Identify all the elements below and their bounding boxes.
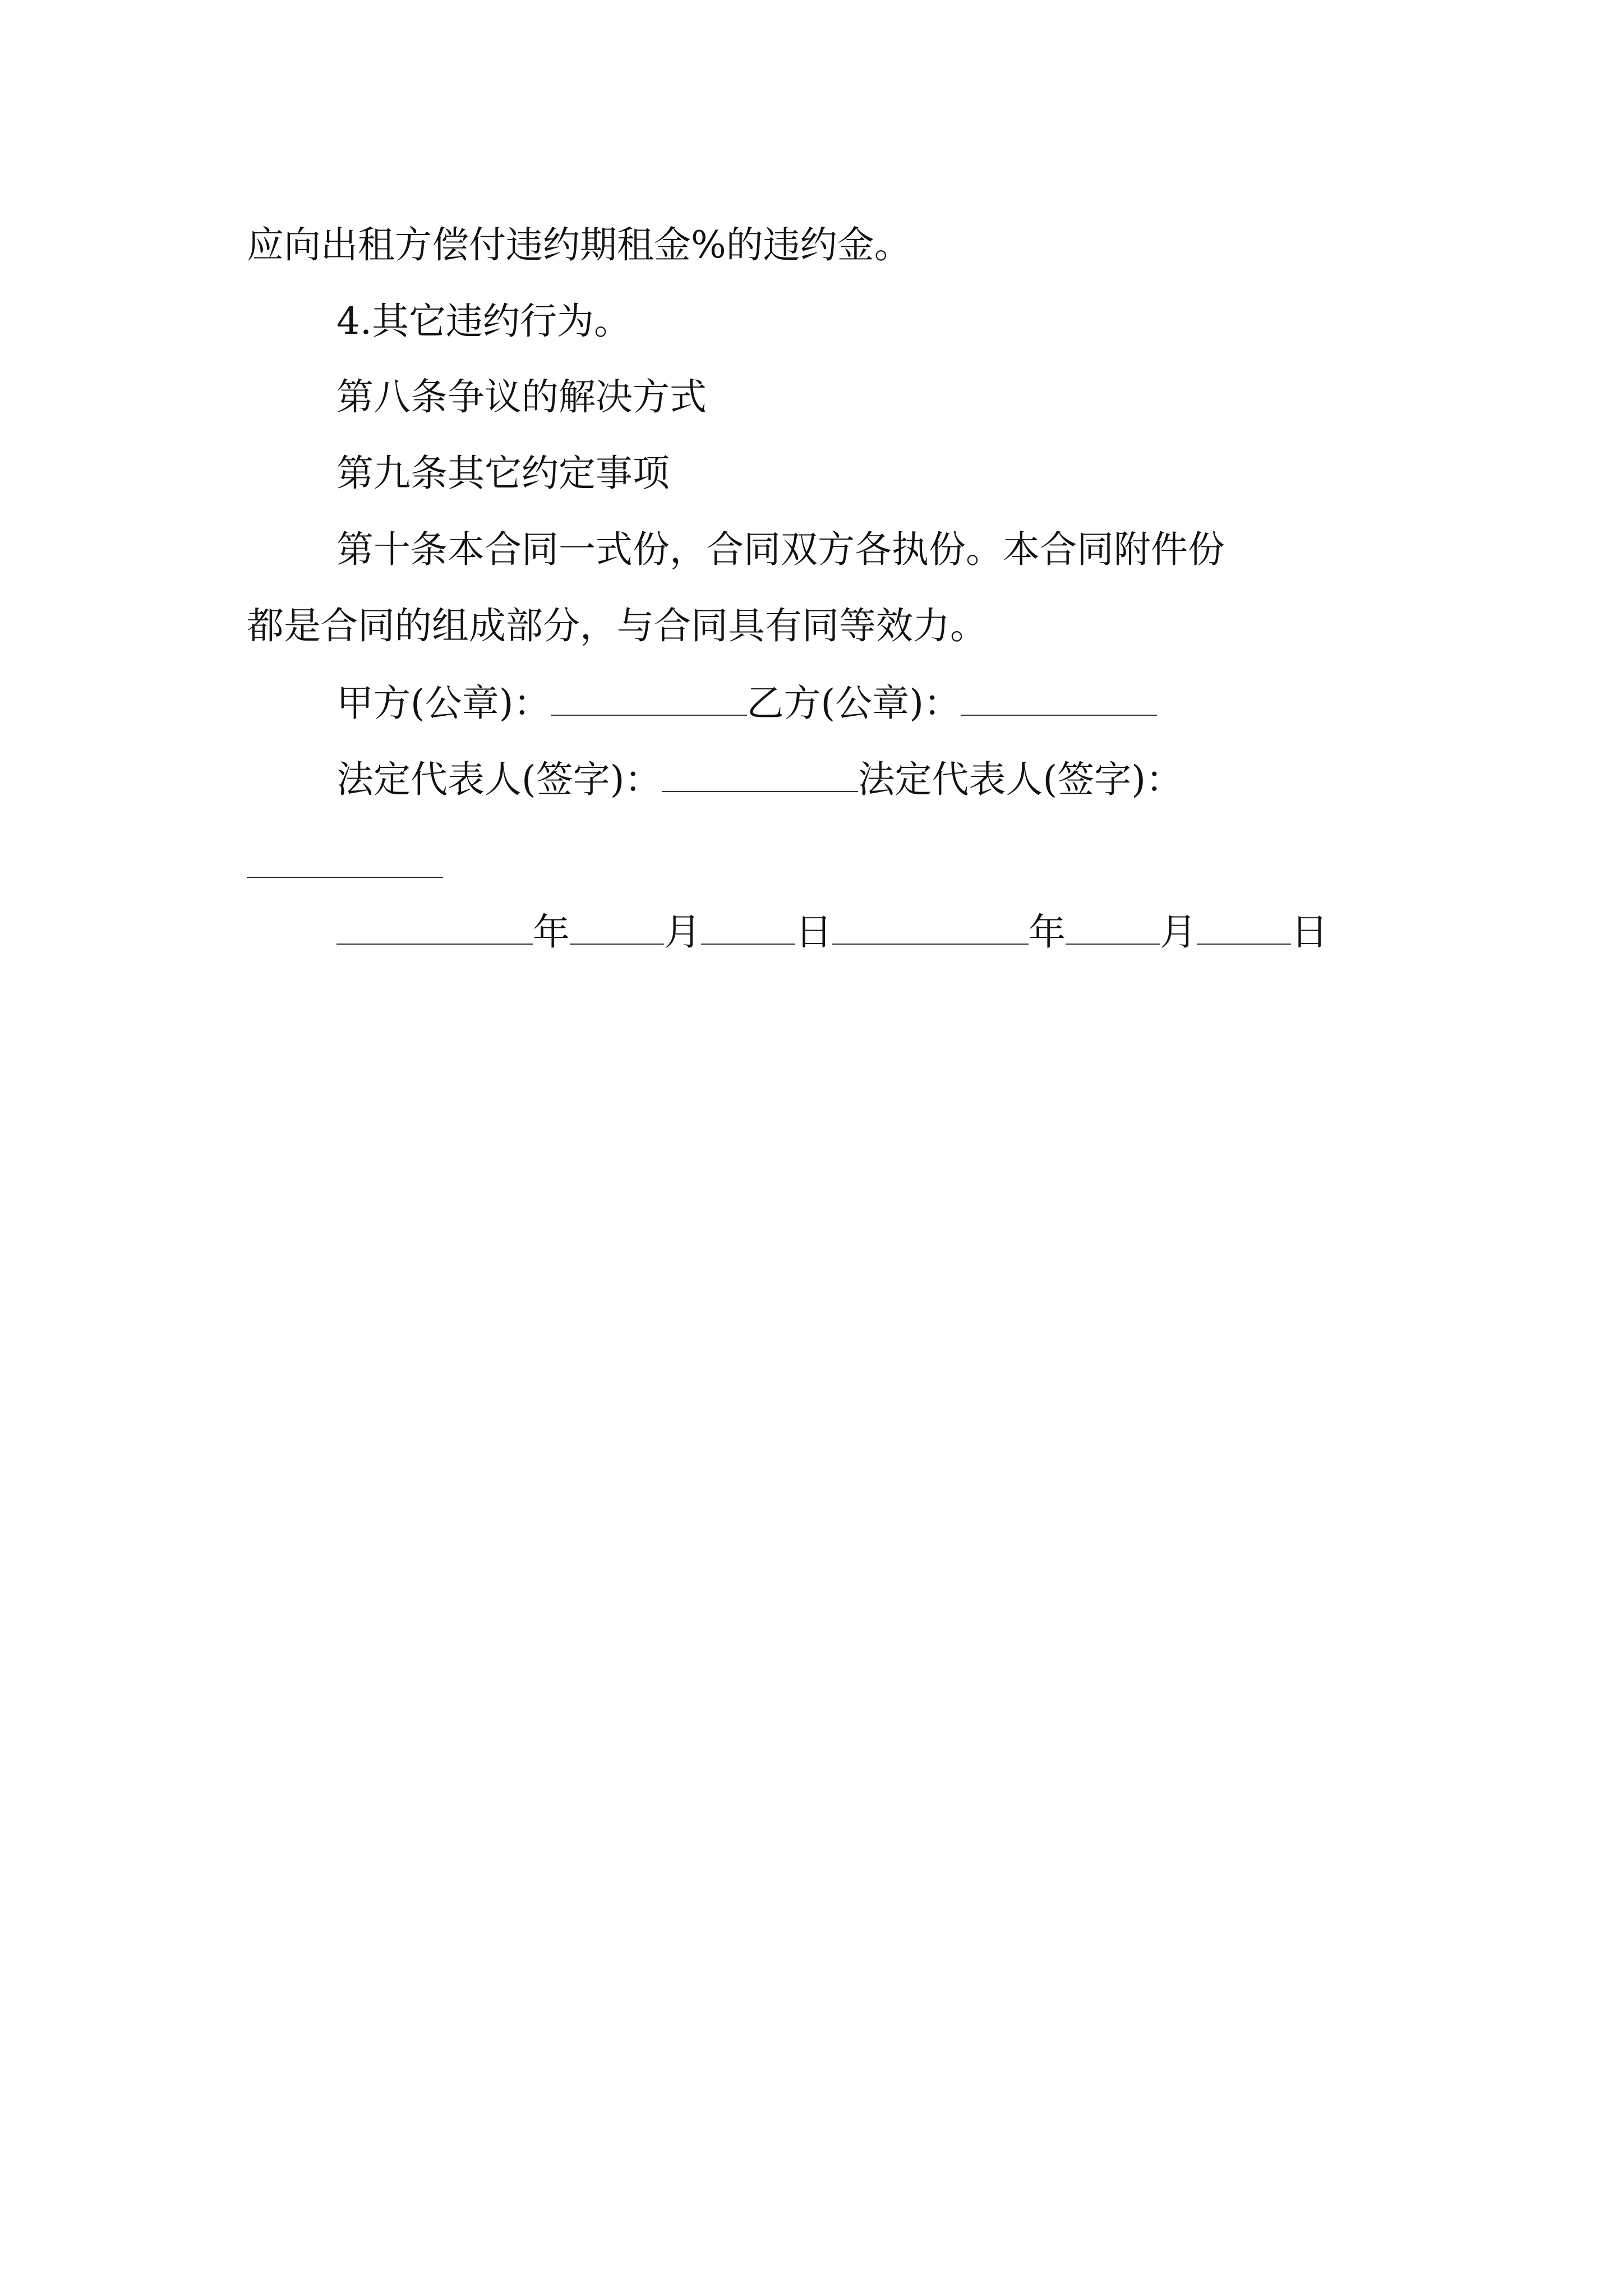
day-label: 日	[1291, 910, 1328, 954]
party-a-seal-blank[interactable]	[551, 680, 747, 716]
month-label: 月	[1160, 910, 1197, 954]
party-b-year-blank[interactable]	[832, 909, 1029, 945]
representative-line	[336, 756, 1183, 802]
paragraph-line: 第十条本合同一式份，合同双方各执份。本合同附件份	[336, 528, 1225, 571]
paragraph-line: 都是合同的组成部分，与合同具有同等效力。	[247, 604, 987, 647]
article-heading: 第八条争议的解决方式	[336, 375, 707, 418]
party-b-month-blank[interactable]	[1066, 909, 1160, 945]
paragraph-line: 4.其它违约行为。	[336, 300, 631, 343]
party-b-seal-blank[interactable]	[961, 680, 1157, 716]
year-label: 年	[1029, 910, 1066, 954]
article-heading: 第九条其它约定事项	[336, 452, 670, 495]
party-a-day-blank[interactable]	[701, 909, 795, 945]
party-a-rep-label: 法定代表人(签字)：	[336, 758, 662, 801]
party-b-rep-blank[interactable]	[247, 877, 443, 878]
party-a-month-blank[interactable]	[570, 909, 664, 945]
party-b-seal-label: 乙方(公章)：	[746, 682, 961, 725]
party-b-rep-label: 法定代表人(签字)：	[857, 758, 1183, 801]
party-seal-line	[336, 680, 1157, 726]
day-label: 日	[795, 910, 832, 954]
date-line	[336, 909, 1328, 955]
party-a-year-blank[interactable]	[336, 909, 533, 945]
paragraph-line: 应向出租方偿付违约期租金%的违约金。	[247, 223, 911, 266]
year-label: 年	[533, 910, 570, 954]
party-a-seal-label: 甲方(公章)：	[336, 682, 551, 725]
party-b-day-blank[interactable]	[1197, 909, 1291, 945]
month-label: 月	[664, 910, 701, 954]
party-a-rep-blank[interactable]	[662, 756, 858, 792]
